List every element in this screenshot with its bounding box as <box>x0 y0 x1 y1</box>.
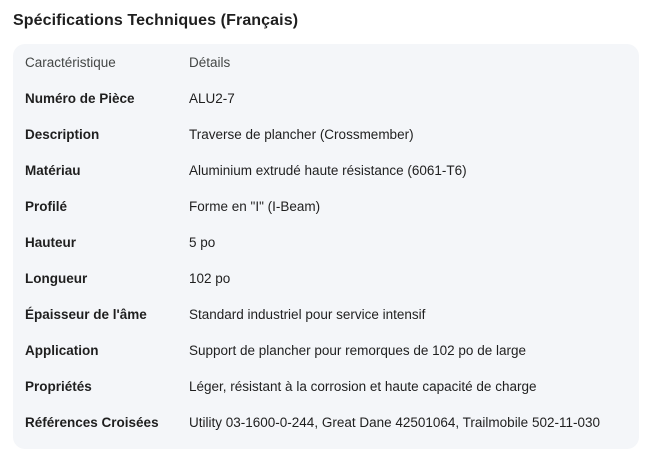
row-value: 102 po <box>189 270 231 286</box>
table-row <box>13 152 639 188</box>
row-value: 5 po <box>189 234 216 250</box>
row-value: ALU2-7 <box>189 90 235 106</box>
table-row <box>13 404 639 440</box>
row-key: Références Croisées <box>25 414 159 430</box>
row-key: Numéro de Pièce <box>25 90 135 106</box>
row-key: Matériau <box>25 162 81 178</box>
section-title: Spécifications Techniques (Français) <box>13 12 299 29</box>
table-row <box>13 80 639 116</box>
row-value: Forme en "I" (I-Beam) <box>189 198 321 214</box>
table-row <box>13 116 639 152</box>
table-row <box>13 260 639 296</box>
row-value: Traverse de plancher (Crossmember) <box>189 126 414 142</box>
row-value: Aluminium extrudé haute résistance (6061-T6) <box>189 162 467 178</box>
specs-table <box>13 44 639 440</box>
table-row <box>13 368 639 404</box>
row-key: Hauteur <box>25 234 77 250</box>
column-header-characteristic: Caractéristique <box>25 54 116 70</box>
table-row <box>13 332 639 368</box>
table-row <box>13 188 639 224</box>
specs-table-card <box>13 44 639 449</box>
table-row <box>13 296 639 332</box>
row-key: Application <box>25 342 99 358</box>
table-row <box>13 224 639 260</box>
row-value: Léger, résistant à la corrosion et haute capacité de charge <box>189 378 537 394</box>
row-key: Profilé <box>25 198 68 214</box>
table-header-row <box>13 44 639 80</box>
row-value: Support de plancher pour remorques de 102 po de large <box>189 342 526 358</box>
row-key: Propriétés <box>25 378 92 394</box>
column-header-details: Détails <box>189 54 231 70</box>
row-value: Standard industriel pour service intensif <box>189 306 426 322</box>
row-key: Description <box>25 126 100 142</box>
row-value: Utility 03-1600-0-244, Great Dane 42501064, Trailmobile 502-11-030 <box>189 414 600 430</box>
row-key: Épaisseur de l'âme <box>25 306 147 322</box>
row-key: Longueur <box>25 270 88 286</box>
